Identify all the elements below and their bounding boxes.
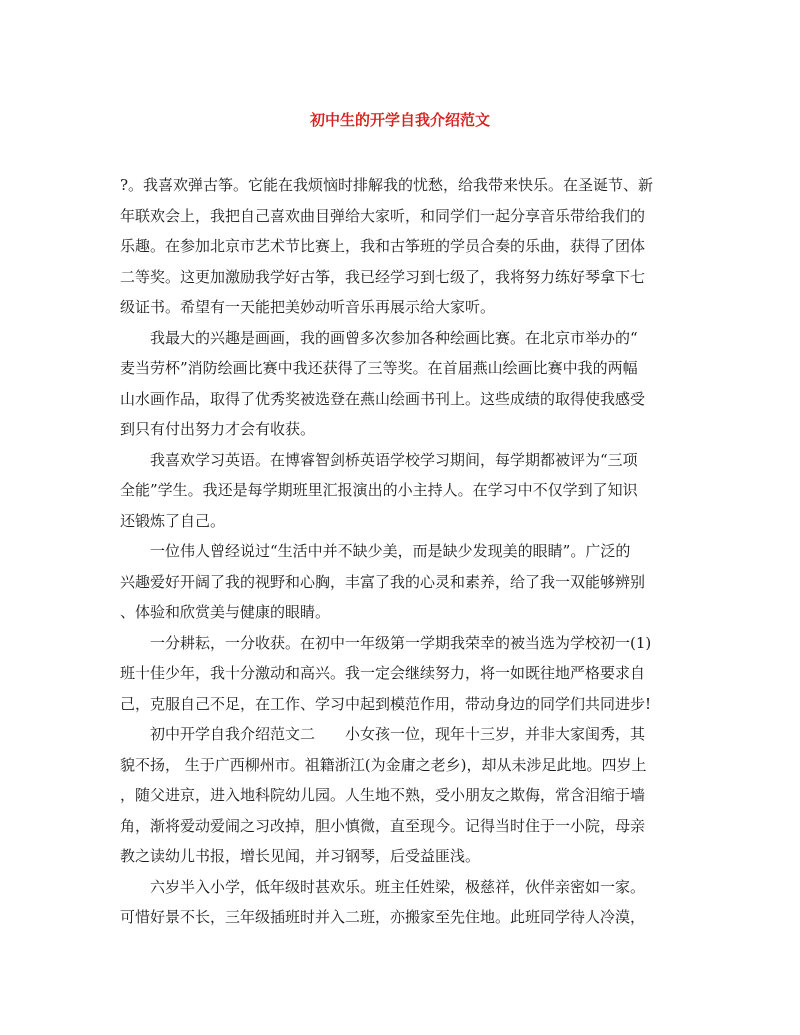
text-line: 班十佳少年，我十分激动和高兴。我一定会继续努力，将一如既往地严格要求自	[120, 664, 646, 682]
text-line: 还锻炼了自己。	[120, 511, 226, 530]
text-line: 教之读幼儿书报，增长见闻，并习钢琴，后受益匪浅。	[120, 847, 481, 865]
text-line: ，随父进京，进入地科院幼儿园。人生地不熟，受小朋友之欺侮，常含泪缩于墙	[120, 786, 646, 804]
text-line: 到只有付出努力才会有收获。	[120, 420, 316, 438]
text-line: 一位伟人曾经说过“生活中并不缺少美，而是缺少发现美的眼睛”。广泛的	[150, 542, 631, 560]
text-line: ?。我喜欢弹古筝。它能在我烦恼时排解我的忧愁，给我带来快乐。在圣诞节、新	[120, 176, 654, 194]
text-line: 己，克服自己不足，在工作、学习中起到模范作用，带动身边的同学们共同进步!	[120, 694, 652, 713]
text-line: 初中开学自我介绍范文二 小女孩一位，现年十三岁，并非大家闺秀，其	[150, 725, 646, 743]
text-line: 貌不扬， 生于广西柳州市。祖籍浙江(为金庸之老乡)，却从未涉足此地。四岁上	[120, 755, 647, 774]
text-line: 六岁半入小学，低年级时甚欢乐。班主任姓梁，极慈祥，伙伴亲密如一家。	[150, 877, 646, 896]
text-line: 我最大的兴趣是画画，我的画曾多次参加各种绘画比赛。在北京市举办的“	[150, 328, 638, 347]
text-line: 年联欢会上，我把自己喜欢曲目弹给大家听，和同学们一起分享音乐带给我们的	[120, 206, 646, 225]
text-line: 二等奖。这更加激励我学好古筝，我已经学习到七级了，我将努力练好琴拿下七	[120, 267, 646, 286]
text-line: 乐趣。在参加北京市艺术节比赛上，我和古筝班的学员合奏的乐曲，获得了团体	[120, 237, 646, 255]
text-line: 山水画作品，取得了优秀奖被选登在燕山绘画书刊上。这些成绩的取得使我感受	[120, 389, 646, 408]
text-line: 可惜好景不长，三年级插班时并入二班，亦搬家至先住地。此班同学待人冷漠，	[120, 908, 646, 926]
document-title: 初中生的开学自我介绍范文	[309, 111, 490, 129]
text-line: 角，渐将爱动爱闹之习改掉，胆小慎微，直至现今。记得当时住于一小院，母亲	[120, 816, 646, 835]
text-line: 全能”学生。我还是每学期班里汇报演出的小主持人。在学习中不仅学到了知识	[120, 481, 638, 499]
text-line: 一分耕耘，一分收获。在初中一年级第一学期我荣幸的被当选为学校初一(1)	[150, 633, 652, 652]
text-line: 麦当劳杯”消防绘画比赛中我还获得了三等奖。在首届燕山绘画比赛中我的两幅	[120, 359, 638, 377]
text-line: 兴趣爱好开阔了我的视野和心胸，丰富了我的心灵和素养，给了我一双能够辨别	[120, 572, 646, 591]
text-line: 、体验和欣赏美与健康的眼睛。	[120, 603, 331, 621]
text-line: 级证书。希望有一天能把美妙动听音乐再展示给大家听。	[120, 298, 496, 316]
document-body	[120, 170, 680, 933]
text-line: 我喜欢学习英语。在博睿智剑桥英语学校学习期间，每学期都被评为“三项	[150, 450, 638, 469]
